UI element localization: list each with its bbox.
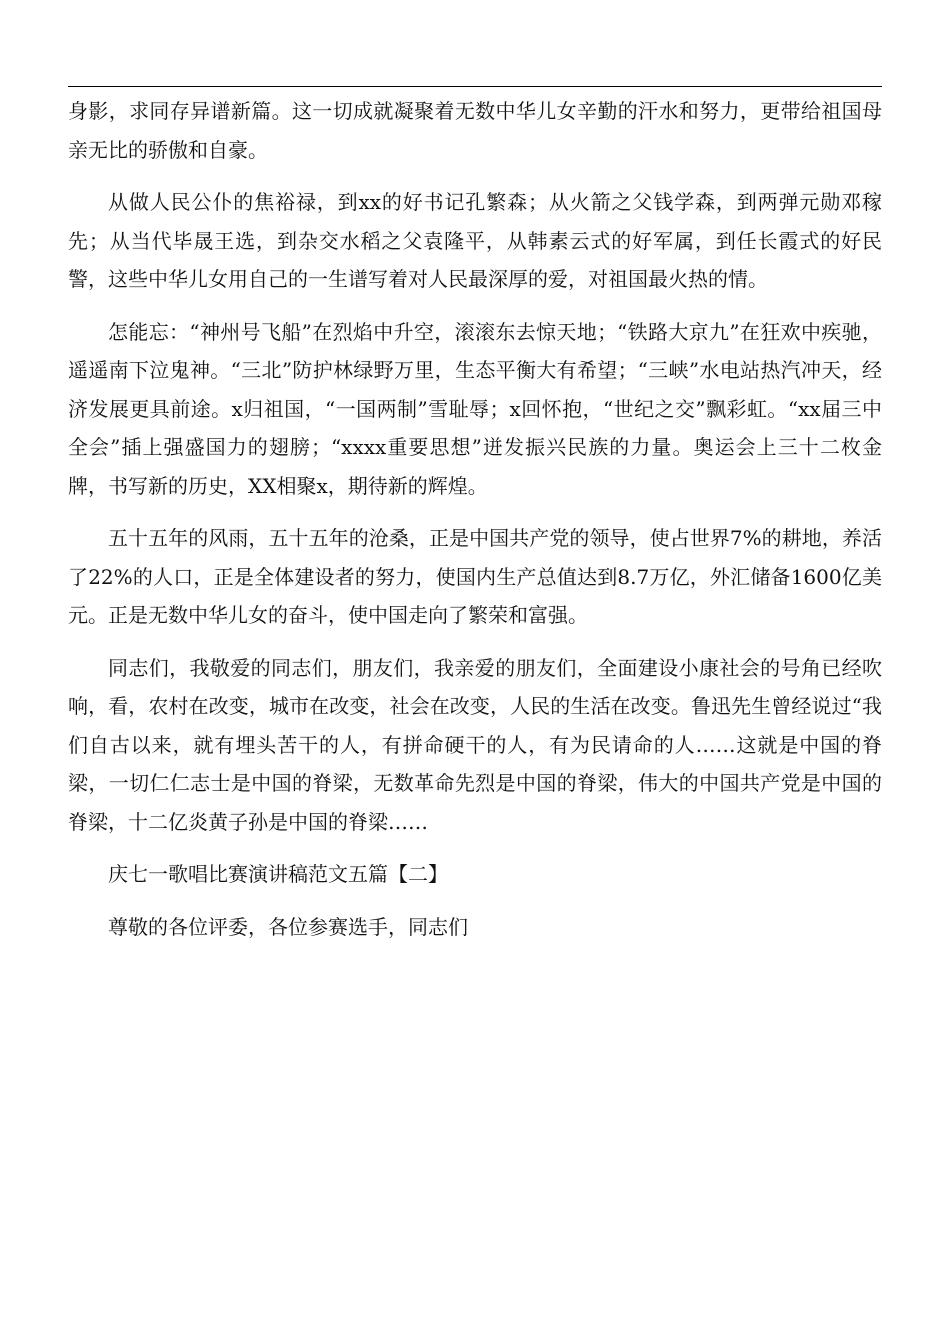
document-body xyxy=(68,92,882,960)
salutation: 尊敬的各位评委，各位参赛选手，同志们 xyxy=(108,914,468,939)
paragraph-comrades: 同志们，我敬爱的同志们，朋友们，我亲爱的朋友们，全面建设小康社会的号角已经吹响，看，农村在改变，城市在改变，社会在改变，人民的生活在改变。鲁迅先生曾经说过“我们自古以来，就有埋头苦干的人，有拼命硬干的人，有为民请命的人……这就是中国的脊梁，一切仁仁志士是中国的脊梁，无数革命先烈是中国的脊梁，伟大的中国共产党是中国的脊梁，十二亿炎黄子孙是中国的脊梁…… xyxy=(68,655,882,834)
paragraph-role-models: 从做人民公仆的焦裕禄，到xx的好书记孔繁森；从火箭之父钱学森，到两弹元勋邓稼先；从当代毕晟王选，到杂交水稻之父袁隆平，从韩素云式的好军属，到任长霞式的好民警，这些中华儿女用自己的一生谱写着对人民最深厚的爱，对祖国最火热的情。 xyxy=(68,190,882,291)
paragraph-fifty-five-years: 五十五年的风雨，五十五年的沧桑，正是中国共产党的领导，使占世界7%的耕地，养活了22%的人口，正是全体建设者的努力，使国内生产总值达到8.7万亿，外汇储备1600亿美元。正是无数中华儿女的奋斗，使中国走向了繁荣和富强。 xyxy=(68,526,882,627)
section-heading: 庆七一歌唱比赛演讲稿范文五篇【二】 xyxy=(108,862,448,886)
paragraph-continuation: 身影，求同存异谱新篇。这一切成就凝聚着无数中华儿女辛勤的汗水和努力，更带给祖国母亲无比的骄傲和自豪。 xyxy=(68,99,882,162)
header-rule xyxy=(68,86,882,87)
paragraph-achievements: 怎能忘：“神州号飞船”在烈焰中升空，滚滚东去惊天地；“铁路大京九”在狂欢中疾驰，遥遥南下泣鬼神。“三北”防护林绿野万里，生态平衡大有希望；“三峡”水电站热汽冲天，经济发展更具前途。x归祖国，“一国两制”雪耻辱；x回怀抱，“世纪之交”飘彩虹。“xx届三中全会”插上强盛国力的翅膀；“xxxx重要思想”迸发振兴民族的力量。奥运会上三十二枚金牌，书写新的历史，XX相聚x，期待新的辉煌。 xyxy=(68,319,882,498)
